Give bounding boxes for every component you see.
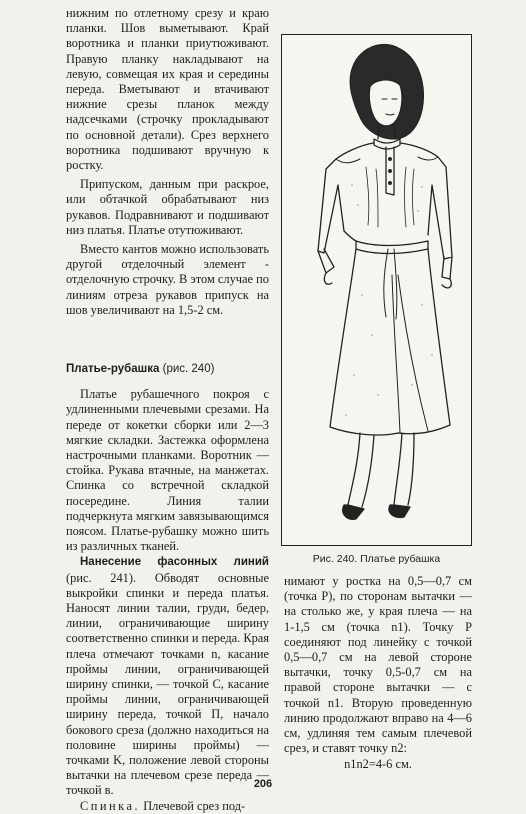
paragraph (66, 554, 269, 798)
paragraph-text: Плечевой срез под- (143, 798, 246, 813)
paragraph: Припуском, данным при раскрое, или обтачкой обрабатывают низ рукавов. Подравнивают и подшивают низ платья. Платье отутюживают. (66, 177, 269, 237)
section-title: Платье-рубашка (66, 363, 160, 375)
paragraph: Вместо кантов можно использовать другой отделочный элемент - отделочную строчку. В этом случае по линиям отреза рукавов припуск на шов увеличивают на 1,5-2 см. (66, 242, 269, 317)
paragraph: нимают у ростка на 0,5—0,7 см (точка P), по сторонам вытачки — на столько же, у края плеча — на 1-1,5 см (точка n1). Точку P соединяют под линейку с точкой 0,5—0,7 см на левой стороне вытачки, точку 0,5-0,7 см на правой стороне вытачки — с точкой n1. Вторую проведенную линию продолжают вправо на 4—6 см, удлиняя тем самым плечевой срез, и ставят точку n2: (284, 574, 472, 756)
section-figure-ref: (рис. 240) (162, 363, 215, 375)
figure-caption: Рис. 240. Платье рубашка (312, 553, 441, 565)
paragraph: нижним по отлетному срезу и краю планки. Шов выметывают. Край воротника и планки приутюживают. Правую планку накладывают на левую, совмещая их края и середины переда. Вметывают и втачивают нижние срезы планок между надсечками (строчку прокладывают по основной детали). Срез верхнего воротника подшивают вручную к ростку. (66, 6, 269, 173)
right-column-bottom (284, 574, 472, 773)
paragraph: Платье рубашечного покроя с удлиненными плечевыми срезами. На переде от кокетки сборки или 2—3 мягкие складки. Застежка оформлена настрочными планками. Воротник — стойка. Рукава втачные, на манжетах. Спинка со встречной складкой посередине. Линия талии подчеркнута мягким завязывающимся поясом. Платье-рубашку можно шить из различных тканей. (66, 387, 269, 554)
spaced-subheading: Спинка. (80, 798, 141, 813)
section-heading (66, 362, 269, 377)
dress-drawing (282, 35, 470, 544)
formula: n1n2=4-6 см. (344, 757, 412, 772)
figure-illustration (281, 34, 472, 546)
paragraph-text: (рис. 241). Обводят основные выкройки спинки и переда платья. Наносят линии талии, груди, бедер, линии, ограничивающие ширину соответственно спинки и переда. Края плеча отмечают точками n, касание проймы линии, ограничивающей ширину спинки, — точкой C, касание проймы линии, ограничивающей ширину переда, точкой П, начало бокового среза (должно находиться на половине ширины проймы) — точками K, положение левой стороны вытачки на плечевом срезе переда — точкой в. (66, 570, 269, 798)
left-column-bottom (66, 362, 269, 814)
bold-subheading: Нанесение фасонных линий (80, 556, 269, 569)
paragraph (66, 799, 269, 814)
left-column-top (66, 6, 269, 318)
page-number: 206 (253, 778, 273, 790)
